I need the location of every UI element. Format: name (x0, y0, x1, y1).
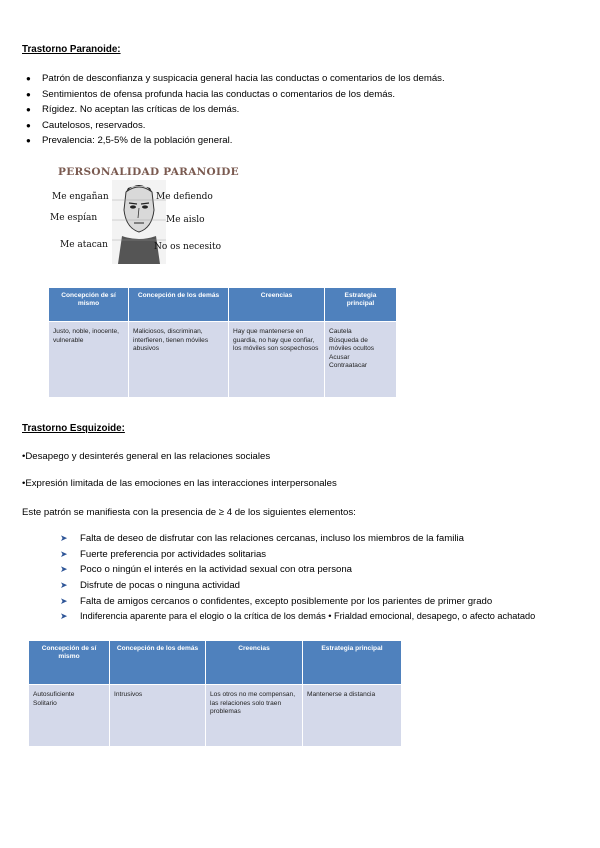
arrow-list-item: ➤ Falta de amigos cercanos o confidentes, excepto posiblemente por los parientes de primer grado (60, 596, 493, 607)
table-header: Estrategia principal (325, 288, 397, 322)
arrow-list-item: ➤ Falta de deseo de disfrutar con las relaciones cercanas, incluso los miembros de la familia (60, 533, 464, 544)
table-header: Concepción de los demás (110, 641, 206, 685)
arrow-bullet-icon: ➤ (60, 611, 68, 621)
figure-phrase: Me espían (50, 213, 98, 223)
paranoide-table (48, 287, 397, 398)
arrow-list-item: ➤ Poco o ningún el interés en la actividad sexual con otra persona (60, 564, 352, 575)
table-cell: Autosuficiente Solitario (29, 685, 110, 747)
esquizoide-table (28, 640, 402, 747)
table-cell: Cautela Búsqueda de móviles ocultos Acusar Contraatacar (325, 322, 397, 398)
arrow-list-item: ➤ Fuerte preferencia por actividades solitarias (60, 549, 267, 560)
table-cell: Intrusivos (110, 685, 206, 747)
bullet-dot-icon: ● (26, 121, 31, 130)
bullet-dot-icon: ● (26, 105, 31, 114)
bullet-dot-icon: ● (26, 136, 31, 145)
figure-phrase: Me defiendo (156, 192, 213, 202)
paragraph-line: •Desapego y desinterés general en las relaciones sociales (22, 451, 271, 462)
table-header: Concepción de sí mismo (29, 641, 110, 685)
table-header: Concepción de sí mismo (49, 288, 129, 322)
table-header: Creencias (206, 641, 303, 685)
bullet-item: ● Patrón de desconfianza y suspicacia general hacia las conductas o comentarios de los demás. (26, 73, 445, 84)
figure-phrase: Me atacan (60, 240, 108, 250)
paranoid-personality-figure (50, 166, 239, 266)
arrow-bullet-icon: ➤ (60, 549, 68, 559)
bullet-item: ● Sentimientos de ofensa profunda hacia las conductas o comentarios de los demás. (26, 89, 396, 100)
table-cell: Hay que mantenerse en guardia, no hay que confiar, los móviles son sospechosos (229, 322, 325, 398)
table-cell: Justo, noble, inocente, vulnerable (49, 322, 129, 398)
figure-phrase: No os necesito (154, 242, 222, 252)
arrow-list-item: ➤ Indiferencia aparente para el elogio o la crítica de los demás • Frialdad emocional, desapego, o afecto achatado (60, 611, 536, 621)
arrow-bullet-icon: ➤ (60, 580, 68, 590)
table-header: Estrategia principal (303, 641, 402, 685)
table-cell: Los otros no me compensan, las relaciones solo traen problemas (206, 685, 303, 747)
figure-phrase: Me aislo (166, 215, 205, 225)
table-cell: Maliciosos, discriminan, interfieren, tienen móviles abusivos (129, 322, 229, 398)
section-title-paranoide: Trastorno Paranoide: (22, 44, 121, 55)
bullet-item: ● Rígidez. No aceptan las críticas de los demás. (26, 104, 240, 115)
figure-title: PERSONALIDAD PARANOIDE (58, 166, 239, 178)
section-title-esquizoide: Trastorno Esquizoide: (22, 423, 125, 434)
arrow-bullet-icon: ➤ (60, 596, 68, 606)
figure-phrase: Me engañan (52, 192, 109, 202)
paragraph-line: •Expresión limitada de las emociones en las interacciones interpersonales (22, 478, 337, 489)
paragraph-line: Este patrón se manifiesta con la presencia de ≥ 4 de los siguientes elementos: (22, 507, 356, 518)
table-header: Creencias (229, 288, 325, 322)
arrow-list-item: ➤ Disfrute de pocas o ninguna actividad (60, 580, 240, 591)
bullet-dot-icon: ● (26, 74, 31, 83)
arrow-bullet-icon: ➤ (60, 564, 68, 574)
bullet-item: ● Cautelosos, reservados. (26, 120, 146, 131)
bullet-item: ● Prevalencia: 2,5-5% de la población general. (26, 135, 233, 146)
arrow-bullet-icon: ➤ (60, 533, 68, 543)
table-header: Concepción de los demás (129, 288, 229, 322)
bullet-dot-icon: ● (26, 90, 31, 99)
table-cell: Mantenerse a distancia (303, 685, 402, 747)
